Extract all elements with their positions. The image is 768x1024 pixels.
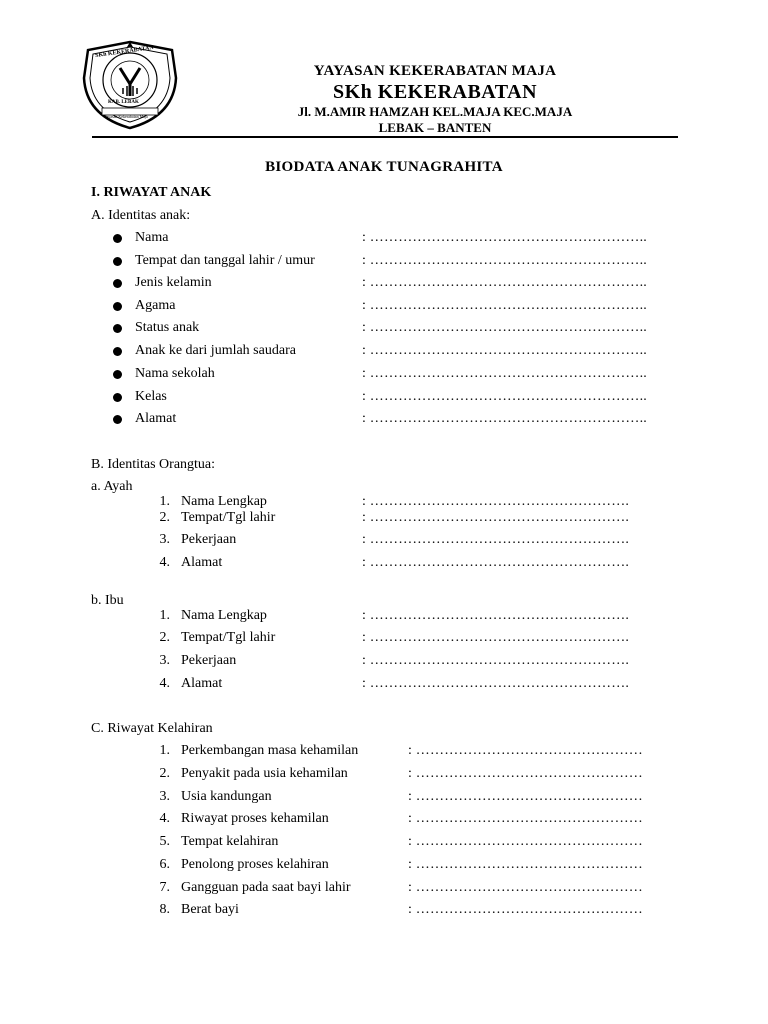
field-blank: : ………………………………………………….. xyxy=(362,320,647,335)
field-label: Alamat xyxy=(181,676,223,691)
field-label: Penyakit pada usia kehamilan xyxy=(181,766,348,781)
field-blank: : ………………………………………………….. xyxy=(362,366,647,381)
bullet-icon xyxy=(113,257,122,266)
field-blank: : ………………………………………… xyxy=(408,857,643,872)
item-number: 2. xyxy=(159,510,170,525)
item-number: 3. xyxy=(159,789,170,804)
field-blank: : ………………………………………………. xyxy=(362,532,630,547)
field-blank: : ………………………………………… xyxy=(408,789,643,804)
item-number: 1. xyxy=(159,743,170,758)
list-item xyxy=(0,555,768,573)
item-number: 1. xyxy=(159,494,170,509)
field-label: Tempat dan tanggal lahir / umur xyxy=(135,253,315,268)
field-blank: : ………………………………………… xyxy=(408,834,643,849)
field-label: Pekerjaan xyxy=(181,653,237,668)
bullet-icon xyxy=(113,415,122,424)
foundation-name: YAYASAN KEKERABATAN MAJA xyxy=(313,63,557,79)
document-title: BIODATA ANAK TUNAGRAHITA xyxy=(265,159,503,175)
field-label: Gangguan pada saat bayi lahir xyxy=(181,880,351,895)
bullet-icon xyxy=(113,279,122,288)
subsection-identitas-anak: A. Identitas anak: xyxy=(91,208,191,223)
list-item xyxy=(0,857,768,875)
item-number: 8. xyxy=(159,902,170,917)
bullet-icon xyxy=(113,347,122,356)
field-label: Nama sekolah xyxy=(135,366,215,381)
field-blank: : ………………………………………… xyxy=(408,811,643,826)
item-number: 4. xyxy=(159,676,170,691)
list-item xyxy=(0,789,768,807)
field-label: Anak ke dari jumlah saudara xyxy=(135,343,296,358)
field-blank: : ………………………………………… xyxy=(408,880,643,895)
list-item xyxy=(0,389,768,407)
ayah-heading: a. Ayah xyxy=(91,479,133,494)
bullet-icon xyxy=(113,393,122,402)
list-item xyxy=(0,834,768,852)
bullet-icon xyxy=(113,324,122,333)
field-blank: : ………………………………………………….. xyxy=(362,343,647,358)
list-item xyxy=(0,532,768,550)
list-item xyxy=(0,366,768,384)
field-blank: : ………………………………………………. xyxy=(362,608,630,623)
item-number: 3. xyxy=(159,653,170,668)
field-label: Alamat xyxy=(135,411,177,426)
field-blank: : ………………………………………………….. xyxy=(362,389,647,404)
field-label: Penolong proses kelahiran xyxy=(181,857,329,872)
list-item xyxy=(0,811,768,829)
region-line: LEBAK – BANTEN xyxy=(378,120,492,135)
ibu-heading: b. Ibu xyxy=(91,593,124,608)
subsection-identitas-orangtua: B. Identitas Orangtua: xyxy=(91,457,216,472)
address-line: Jl. M.AMIR HAMZAH KEL.MAJA KEC.MAJA xyxy=(297,104,573,119)
field-label: Kelas xyxy=(135,389,167,404)
school-name: SKh KEKERABATAN xyxy=(332,81,538,103)
field-blank: : ………………………………………………….. xyxy=(362,298,647,313)
list-item xyxy=(0,275,768,293)
list-item xyxy=(0,630,768,648)
bullet-icon xyxy=(113,370,122,379)
field-blank: : ………………………………………………….. xyxy=(362,275,647,290)
field-label: Tempat/Tgl lahir xyxy=(181,630,276,645)
list-item xyxy=(0,253,768,271)
header-divider xyxy=(92,136,678,138)
list-item xyxy=(0,766,768,784)
item-number: 4. xyxy=(159,555,170,570)
list-item xyxy=(0,230,768,248)
field-blank: : ………………………………………………. xyxy=(362,555,630,570)
field-label: Nama Lengkap xyxy=(181,608,267,623)
logo-text-bottom: KAB. LEBAK xyxy=(108,100,139,105)
list-item xyxy=(0,298,768,316)
item-number: 6. xyxy=(159,857,170,872)
bullet-icon xyxy=(113,302,122,311)
list-item xyxy=(0,411,768,429)
field-label: Tempat kelahiran xyxy=(181,834,279,849)
list-item xyxy=(0,743,768,761)
field-blank: : ………………………………………………. xyxy=(362,510,630,525)
list-item xyxy=(0,676,768,694)
list-item xyxy=(0,510,768,528)
list-item xyxy=(0,343,768,361)
item-number: 3. xyxy=(159,532,170,547)
field-blank: : ………………………………………………….. xyxy=(362,253,647,268)
item-number: 1. xyxy=(159,608,170,623)
field-label: Agama xyxy=(135,298,176,313)
field-blank: : ………………………………………………. xyxy=(362,676,630,691)
list-item xyxy=(0,880,768,898)
field-blank: : ………………………………………… xyxy=(408,902,643,917)
logo-ribbon-text: Yayasan Kekerabatan Maja xyxy=(104,114,148,119)
section-heading-riwayat-anak: I. RIWAYAT ANAK xyxy=(91,185,212,200)
list-item xyxy=(0,608,768,626)
subsection-riwayat-kelahiran: C. Riwayat Kelahiran xyxy=(91,721,213,736)
list-item xyxy=(0,320,768,338)
list-item xyxy=(0,902,768,920)
field-label: Jenis kelamin xyxy=(135,275,212,290)
field-blank: : ………………………………………………. xyxy=(362,494,630,509)
field-label: Usia kandungan xyxy=(181,789,272,804)
field-blank: : ………………………………………………. xyxy=(362,653,630,668)
item-number: 2. xyxy=(159,766,170,781)
logo-text-top: SKh KEKERABATAN xyxy=(94,44,155,60)
field-blank: : ………………………………………………….. xyxy=(362,411,647,426)
field-blank: : ………………………………………… xyxy=(408,743,643,758)
field-label: Nama xyxy=(135,230,169,245)
list-item xyxy=(0,653,768,671)
item-number: 2. xyxy=(159,630,170,645)
item-number: 5. xyxy=(159,834,170,849)
field-blank: : ………………………………………………….. xyxy=(362,230,647,245)
item-number: 4. xyxy=(159,811,170,826)
field-blank: : ………………………………………… xyxy=(408,766,643,781)
item-number: 7. xyxy=(159,880,170,895)
field-label: Tempat/Tgl lahir xyxy=(181,510,276,525)
bullet-icon xyxy=(113,234,122,243)
field-label: Alamat xyxy=(181,555,223,570)
field-label: Berat bayi xyxy=(181,902,239,917)
field-label: Perkembangan masa kehamilan xyxy=(181,743,359,758)
field-label: Pekerjaan xyxy=(181,532,237,547)
field-label: Status anak xyxy=(135,320,200,335)
letterhead xyxy=(200,62,670,136)
field-blank: : ………………………………………………. xyxy=(362,630,630,645)
field-label: Nama Lengkap xyxy=(181,494,267,509)
field-label: Riwayat proses kehamilan xyxy=(181,811,329,826)
